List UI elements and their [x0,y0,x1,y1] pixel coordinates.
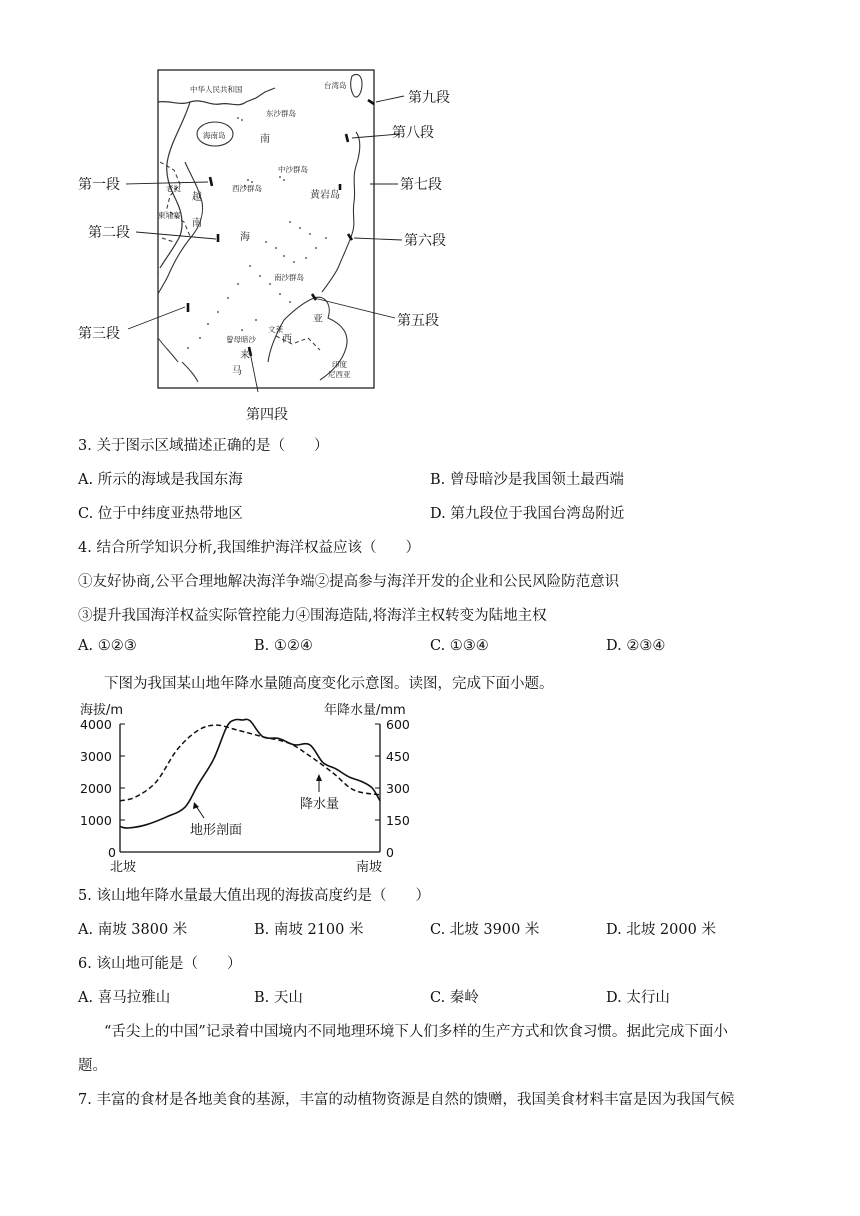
left-tick-label-2000: 2000 [80,781,112,796]
q4-option-a: A. ①②③ [78,638,137,654]
label-zhongsha: 中沙群岛 [278,165,308,174]
island-dots [187,117,327,349]
terrain-annotation-arrow [196,806,204,818]
q5-option-b: B. 南坡 2100 米 [254,922,364,938]
q4-option-d: D. ②③④ [606,638,666,654]
left-tick-label-1000: 1000 [80,813,112,828]
malay-coastline [158,338,198,382]
label-taiwan: 台湾岛 [324,81,347,90]
q4-statements-line-2: ③提升我国海洋权益实际管控能力④围海造陆,将海洋主权转变为陆地主权 [78,608,547,624]
precipitation-altitude-chart [76,698,420,878]
x-label-south-slope: 南坡 [356,860,383,875]
right-axis-title: 年降水量/mm [324,703,406,718]
q5-option-d: D. 北坡 2000 米 [606,922,716,938]
label-dongsha: 东沙群岛 [266,109,296,118]
segment-label-6: 第六段 [404,233,446,249]
precipitation-line [120,725,380,801]
q3-option-b: B. 曾母暗沙是我国领土最西端 [430,472,624,488]
q3-option-d: D. 第九段位于我国台湾岛附近 [430,506,625,522]
segment-label-5: 第五段 [397,313,439,329]
q6-option-b: B. 天山 [254,990,303,1006]
q6-option-c: C. 秦岭 [430,990,479,1006]
label-indonesia-2: 尼西亚 [328,370,351,379]
terrain-profile-line [120,719,380,828]
label-xi: 西 [282,334,292,345]
precip-annotation-label: 降水量 [300,797,340,812]
label-wenlai: 文莱 [268,325,283,334]
label-zengmu: 曾母暗沙 [226,335,256,344]
q4-option-c: C. ①③④ [430,638,489,654]
taiwan-island [351,74,362,97]
segment-label-9: 第九段 [408,90,450,106]
label-nan: 南 [260,134,270,145]
question-6-stem: 6. 该山地可能是（ ） [78,956,242,972]
right-tick-label-0: 0 [386,845,394,860]
question-4-stem: 4. 结合所学知识分析,我国维护海洋权益应该（ ） [78,540,421,556]
philippines-coastline [322,132,360,292]
label-ma: 马 [232,366,242,377]
terrain-arrowhead [193,802,199,809]
mainland-coastline [158,88,275,276]
left-tick-label-0: 0 [108,845,116,860]
label-ya: 亚 [313,314,323,325]
label-hai: 海 [240,232,250,243]
segment-label-8: 第八段 [392,125,434,141]
question-5-stem: 5. 该山地年降水量最大值出现的海拔高度约是（ ） [78,888,430,904]
q6-option-d: D. 太行山 [606,990,670,1006]
right-tick-label-600: 600 [386,717,410,732]
label-indonesia-1: 印度 [332,360,347,369]
passage-intro-line-2: 题。 [78,1058,107,1074]
label-yue: 越 [192,192,202,203]
right-tick-label-150: 150 [386,813,410,828]
question-3-stem: 3. 关于图示区域描述正确的是（ ） [78,438,329,454]
q3-option-a: A. 所示的海域是我国东海 [78,472,243,488]
land-borders [160,162,190,242]
south-china-sea-map [70,62,470,427]
label-nan2: 南 [192,218,202,229]
left-tick-label-3000: 3000 [80,749,112,764]
q6-option-a: A. 喜马拉雅山 [78,990,171,1006]
left-tick-label-4000: 4000 [80,717,112,732]
question-7-stem: 7. 丰富的食材是各地美食的基源，丰富的动植物资源是自然的馈赠，我国美食材料丰富是因为我国气候 [78,1092,735,1108]
passage-intro-line-1: “舌尖上的中国”记录着中国境内不同地理环境下人们多样的生产方式和饮食习惯。据此完成下面小 [104,1024,728,1040]
precip-arrowhead [316,774,322,781]
segment-label-1: 第一段 [78,177,120,193]
x-label-north-slope: 北坡 [110,860,137,875]
right-tick-label-450: 450 [386,749,410,764]
terrain-annotation-label: 地形剖面 [190,823,243,838]
q4-option-b: B. ①②④ [254,638,313,654]
label-hainan: 海南岛 [203,131,226,140]
segment-label-2: 第二段 [88,225,130,241]
label-nansha: 南沙群岛 [274,273,304,282]
label-lai: 来 [240,350,250,361]
q3-option-c: C. 位于中纬度亚热带地区 [78,506,243,522]
segment-label-7: 第七段 [400,177,442,193]
label-prc: 中华人民共和国 [190,85,243,94]
q4-statements-line-1: ①友好协商,公平合理地解决海洋争端②提高参与海洋开发的企业和公民风险防范意识 [78,574,620,590]
left-axis-title: 海拔/m [80,703,124,718]
label-laowo: 老挝 [166,184,181,193]
segment-label-3: 第三段 [78,326,120,342]
chart-intro: 下图为我国某山地年降水量随高度变化示意图。读图，完成下面小题。 [104,676,554,692]
right-tick-label-300: 300 [386,781,410,796]
label-xisha: 西沙群岛 [232,184,262,193]
label-huangyan: 黄岩岛 [310,190,340,201]
label-jianpuzhai: 柬埔寨 [158,211,181,220]
q5-option-a: A. 南坡 3800 米 [78,922,188,938]
q5-option-c: C. 北坡 3900 米 [430,922,540,938]
segment-label-4: 第四段 [246,407,288,423]
